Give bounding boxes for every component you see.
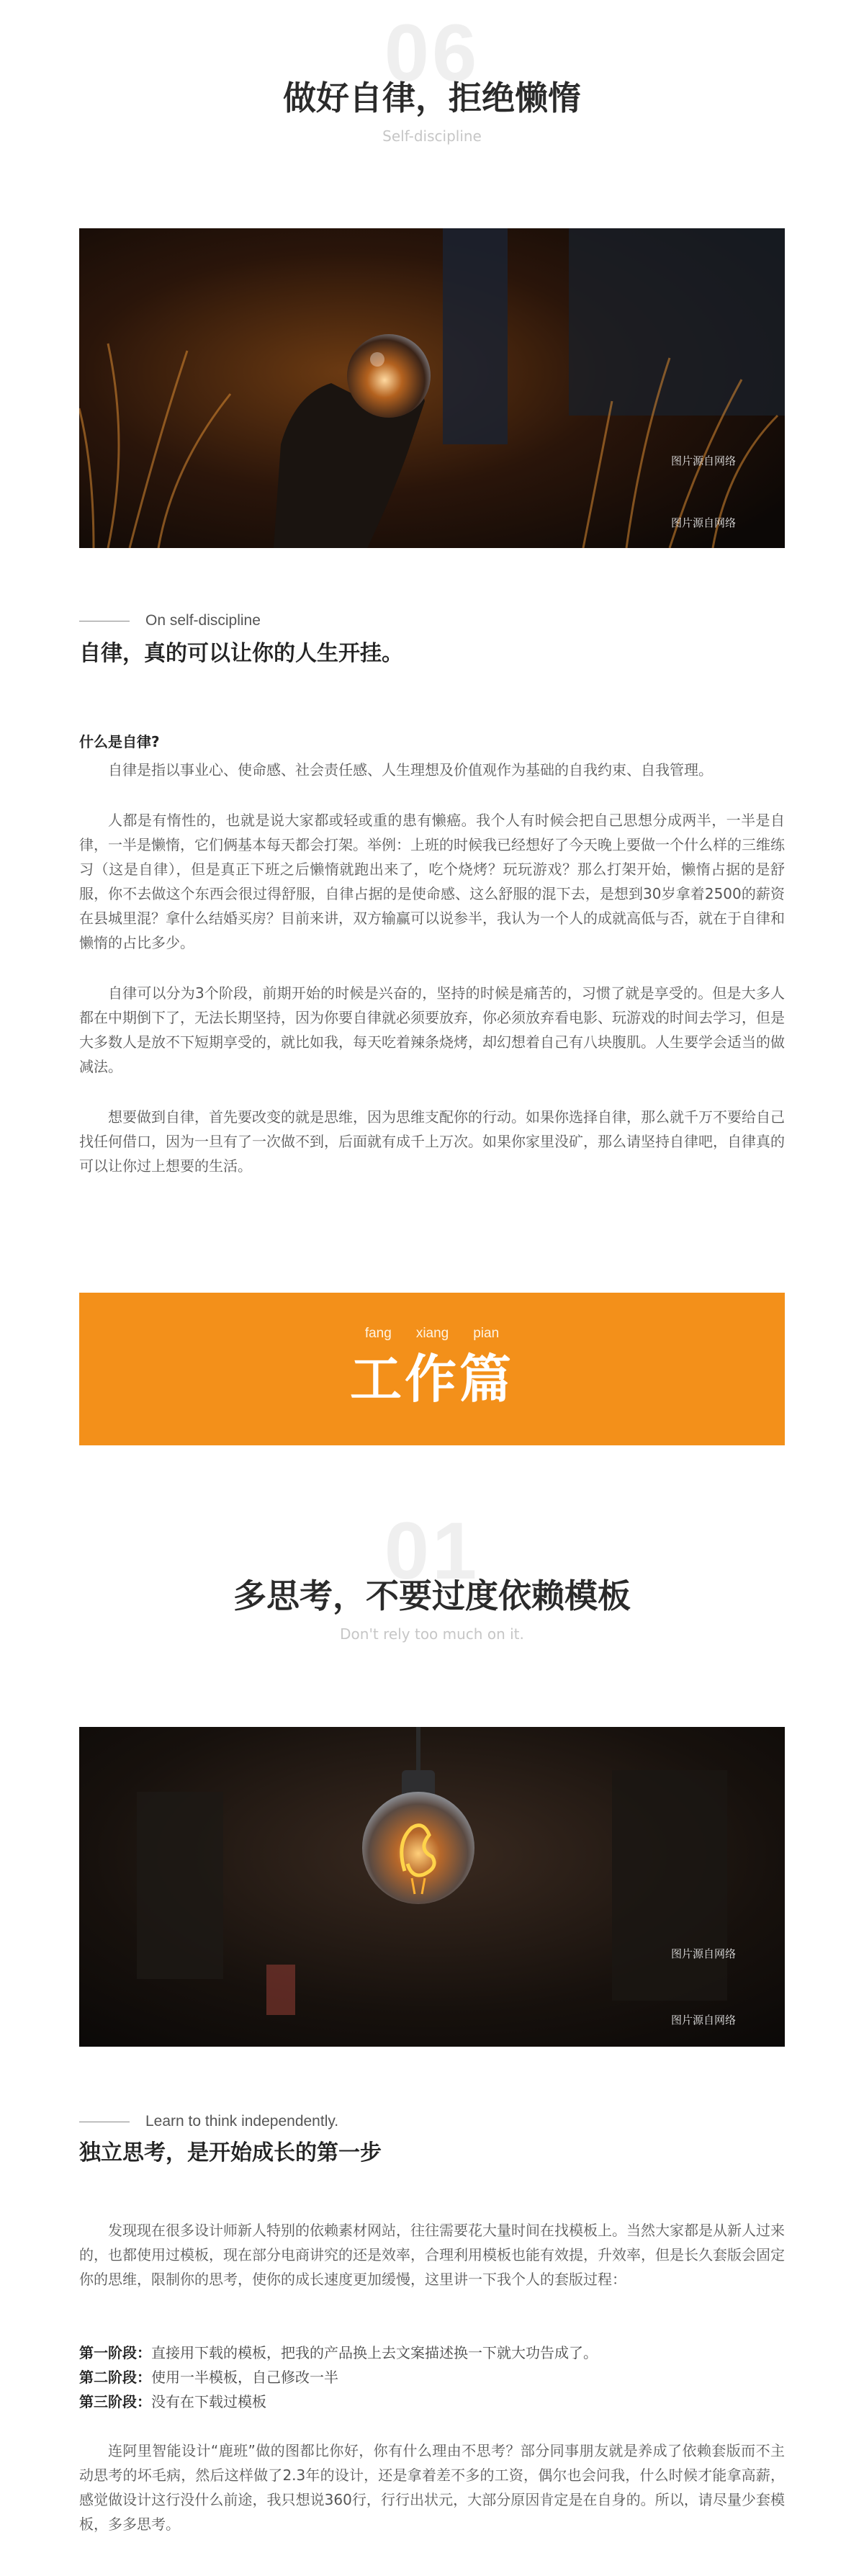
paragraph: 连阿里智能设计“鹿班”做的图都比你好，你有什么理由不思考？部分同事朋友就是养成了依赖套版而不主动思考的坏毛病，然后这样做了2.3年的设计，还是拿着差不多的工资，偶尔也会问我，什么时候才能拿高薪，感觉做设计这行没什么前途，我只想说360行，行行出状元，大部分原因肯定是在自身的。所以，请尽量少套模板，多多思考。 (79, 2442, 785, 2533)
section-title: 做好自律，拒绝懒惰 (283, 78, 581, 117)
paragraph: 自律可以分为3个阶段，前期开始的时候是兴奋的，坚持的时候是痛苦的，习惯了就是享受的。但是大多人都在中期倒下了，无法长期坚持，因为你要自律就必须要放弃，你必须放弃看电影、玩游戏的时间去学习，但是大多数人是放不下短期享受的，就比如我，每天吃着辣条烧烤，却幻想着自己有八块腹肌。人生要学会适当的做减法。 (79, 984, 785, 1075)
pinyin-syllable: fang (364, 1326, 392, 1341)
headline: 自律，真的可以让你的人生开挂。 (79, 641, 403, 666)
pinyin-syllable: xiang (415, 1326, 449, 1341)
headline: 独立思考，是开始成长的第一步 (79, 2140, 382, 2166)
english-intro (79, 612, 261, 629)
stage-text: 没有在下载过模板 (151, 2393, 266, 2410)
stage-item (79, 2389, 266, 2414)
english-intro-text: Learn to think independently. (145, 2113, 339, 2130)
photo-credit: 图片源自网络 (671, 1947, 737, 1960)
work-banner (79, 1293, 785, 1445)
section-title: 多思考，不要过度依赖模板 (233, 1576, 631, 1615)
paragraph: 发现现在很多设计师新人特别的依赖素材网站，往往需要花大量时间在找模板上。当然大家都是从新人过来的，也都使用过模板，现在部分电商讲究的还是效率，合理利用模板也能有效提，升效率，但是长久套版会固定你的思维，限制你的思考，使你的成长速度更加缓慢，这里讲一下我个人的套版过程： (79, 2222, 785, 2288)
photo-credit: 图片源自网络 (671, 516, 737, 529)
question-heading: 什么是自律? (79, 733, 160, 750)
banner-title: 工作篇 (349, 1349, 514, 1409)
pinyin-syllable: pian (473, 1326, 500, 1341)
stage-label: 第一阶段： (79, 2344, 151, 2361)
photo-credit: 图片源自网络 (671, 2014, 737, 2027)
stage-text: 使用一半模板，自己修改一半 (151, 2369, 338, 2386)
section-number: 06 (384, 8, 480, 98)
light-bulb-photo (79, 1727, 785, 2047)
photo-credit: 图片源自网络 (671, 454, 737, 467)
stage-item (79, 2365, 338, 2389)
stage-label: 第三阶段： (79, 2393, 151, 2410)
stage-text: 直接用下载的模板，把我的产品换上去文案描述换一下就大功告成了。 (151, 2344, 598, 2361)
section-number: 01 (384, 1506, 480, 1596)
paragraph: 自律是指以事业心、使命感、社会责任感、人生理想及价值观作为基础的自我约束、自我管理。 (108, 761, 713, 778)
pinyin-row (79, 1326, 785, 1342)
english-intro-text: On self-discipline (145, 612, 261, 629)
paragraph: 想要做到自律，首先要改变的就是思维，因为思维支配你的行动。如果你选择自律，那么就千万不要给自己找任何借口，因为一旦有了一次做不到，后面就有成千上万次。如果你家里没矿，那么请坚持自律吧，自律真的可以让你过上想要的生活。 (79, 1108, 785, 1175)
stage-label: 第二阶段： (79, 2369, 151, 2386)
crystal-ball-photo (79, 228, 785, 548)
english-intro (79, 2113, 338, 2130)
section-subtitle: Self-discipline (382, 127, 482, 145)
paragraph: 人都是有惰性的，也就是说大家都或轻或重的患有懒癌。我个人有时候会把自己思想分成两半，一半是自律，一半是懒惰，它们俩基本每天都会打架。举例：上班的时候我已经想好了今天晚上要做一个什么样的三维练习（这是自律），但是真正下班之后懒惰就跑出来了，吃个烧烤？玩玩游戏？那么打架开始，懒惰占据的是舒服，你不去做这个东西会很过得舒服，自律占据的是使命感、这么舒服的混下去，是想到30岁拿着2500的薪资在县城里混？拿什么结婚买房？目前来讲，双方输赢可以说参半，我认为一个人的成就高低与否，就在于自律和懒惰的占比多少。 (79, 812, 785, 951)
section-subtitle: Don't rely too much on it. (340, 1625, 524, 1643)
stage-item (79, 2341, 598, 2365)
